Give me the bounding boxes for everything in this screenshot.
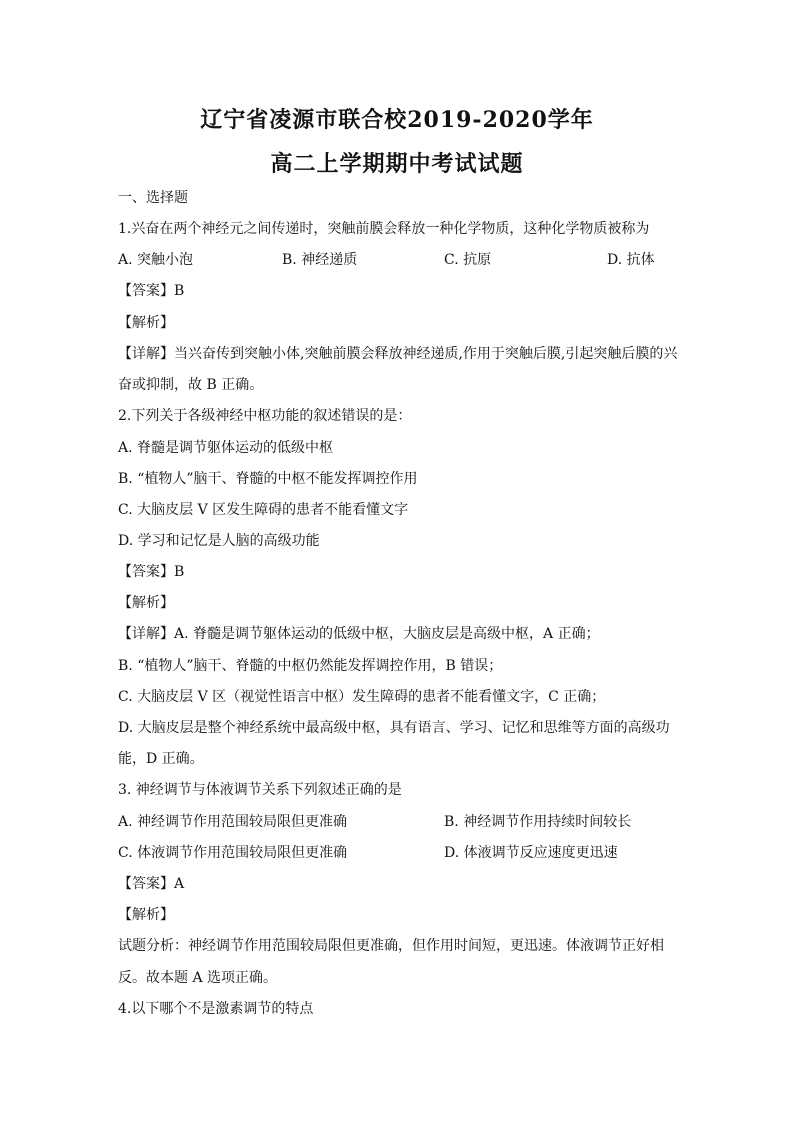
q2-option-a: A. 脊髓是调节躯体运动的低级中枢 <box>118 440 334 456</box>
q3-stem: 3. 神经调节与体液调节关系下列叙述正确的是 <box>118 782 402 798</box>
q1-analysis-label: 【解析】 <box>118 315 174 331</box>
q1-stem: 1.兴奋在两个神经元之间传递时，突触前膜会释放一种化学物质，这种化学物质被称为 <box>118 221 650 237</box>
q3-option-d: D. 体液调节反应速度更迅速 <box>444 845 618 861</box>
q1-detail-line-1: 【详解】当兴奋传到突触小体,突触前膜会释放神经递质,作用于突触后膜,引起突触后膜的兴 <box>118 346 678 362</box>
q1-option-c: C. 抗原 <box>444 252 492 268</box>
title-line-2: 高二上学期期中考试试题 <box>270 151 524 177</box>
q3-detail-line-2: 反。故本题 A 选项正确。 <box>118 970 278 986</box>
q2-detail-line-1: 【详解】A. 脊髓是调节躯体运动的低级中枢，大脑皮层是高级中枢，A 正确； <box>118 626 600 642</box>
q1-option-b: B. 神经递质 <box>282 252 358 268</box>
q1-detail-line-2: 奋或抑制，故 B 正确。 <box>118 377 264 393</box>
title-line-1: 辽宁省凌源市联合校2019-2020学年 <box>200 107 594 133</box>
q2-detail-line-5: 能，D 正确。 <box>118 751 204 767</box>
q2-stem: 2.下列关于各级神经中枢功能的叙述错误的是： <box>118 408 412 424</box>
q3-analysis-label: 【解析】 <box>118 907 174 923</box>
q2-detail-line-3: C. 大脑皮层 V 区（视觉性语言中枢）发生障碍的患者不能看懂文字，C 正确； <box>118 689 606 705</box>
q2-analysis-label: 【解析】 <box>118 595 174 611</box>
q3-option-c: C. 体液调节作用范围较局限但更准确 <box>118 845 348 861</box>
q2-option-d: D. 学习和记忆是人脑的高级功能 <box>118 533 320 549</box>
q2-option-c: C. 大脑皮层 V 区发生障碍的患者不能看懂文字 <box>118 502 409 518</box>
q1-answer: 【答案】B <box>118 283 185 299</box>
q2-option-b: B. “植物人”脑干、脊髓的中枢不能发挥调控作用 <box>118 471 418 487</box>
q3-answer: 【答案】A <box>118 876 185 892</box>
q1-option-a: A. 突触小泡 <box>118 252 194 268</box>
q3-detail-line-1: 试题分析：神经调节作用范围较局限但更准确，但作用时间短，更迅速。体液调节正好相 <box>118 938 664 954</box>
q2-detail-line-4: D. 大脑皮层是整个神经系统中最高级中枢，具有语言、学习、记忆和思维等方面的高级功 <box>118 720 670 736</box>
q1-option-d: D. 抗体 <box>607 252 655 268</box>
section-heading: 一、选择题 <box>118 190 188 206</box>
q2-detail-line-2: B. “植物人”脑干、脊髓的中枢仍然能发挥调控作用，B 错误； <box>118 658 503 674</box>
q4-stem: 4.以下哪个不是激素调节的特点 <box>118 1001 314 1017</box>
q2-answer: 【答案】B <box>118 564 185 580</box>
q3-option-a: A. 神经调节作用范围较局限但更准确 <box>118 814 348 830</box>
q3-option-b: B. 神经调节作用持续时间较长 <box>444 814 632 830</box>
